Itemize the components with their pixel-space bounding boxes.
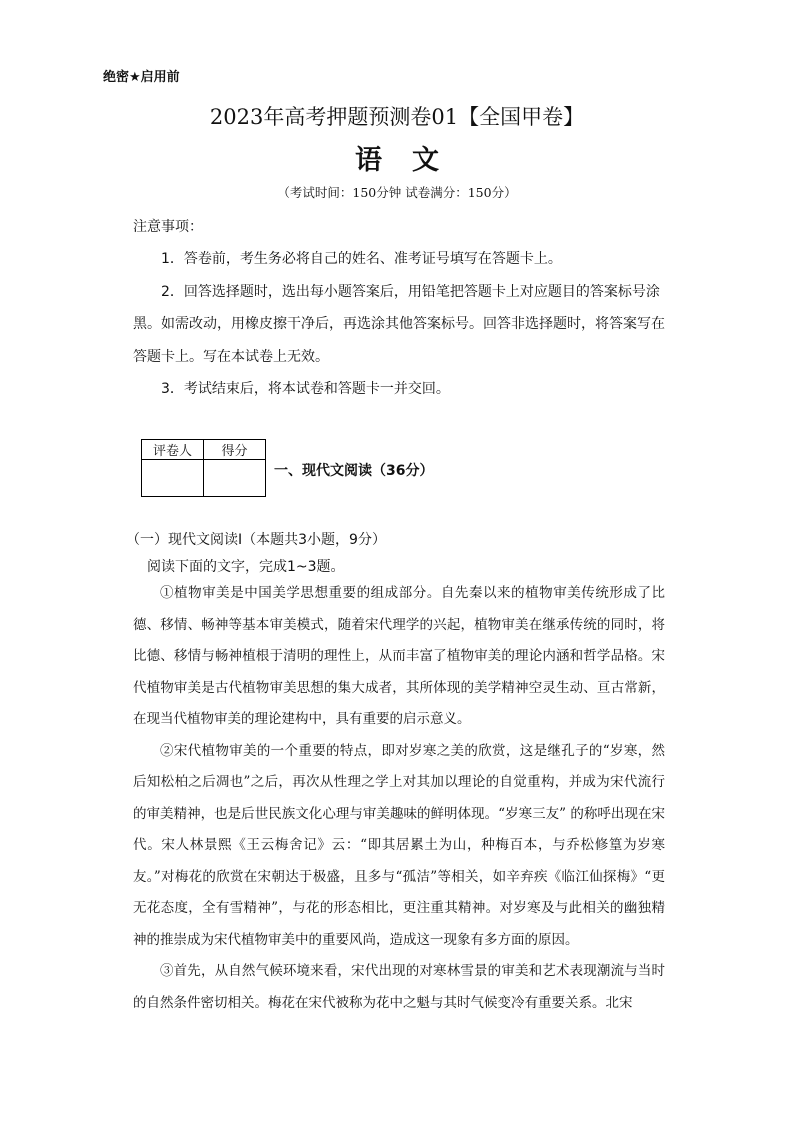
section-title: 一、现代文阅读（36分） bbox=[274, 463, 434, 479]
notice-item: 1．答卷前，考生务必将自己的姓名、准考证号填写在答题卡上。 bbox=[161, 251, 562, 267]
notice-list bbox=[133, 243, 665, 406]
score-cell[interactable] bbox=[204, 460, 266, 497]
confidential-label: 绝密★启用前 bbox=[103, 70, 180, 85]
notice-heading: 注意事项： bbox=[133, 219, 203, 235]
part-title: （一）现代文阅读Ⅰ（本题共3小题，9分） bbox=[126, 532, 386, 548]
passage-paragraph: ③首先，从自然气候环境来看，宋代出现的对寒林雪景的审美和艺术表现潮流与当时的自然条件密切相关。梅花在宋代被称为花中之魁与其时气候变冷有重要关系。北宋 bbox=[133, 963, 665, 1011]
notice-item: 3．考试结束后，将本试卷和答题卡一并交回。 bbox=[161, 381, 450, 397]
exam-info: （考试时间：150分钟 试卷满分：150分） bbox=[277, 185, 517, 200]
reading-passage bbox=[133, 578, 665, 1019]
score-table bbox=[141, 439, 266, 497]
grader-cell[interactable] bbox=[142, 460, 204, 497]
notice-item: 2．回答选择题时，选出每小题答案后，用铅笔把答题卡上对应题目的答案标号涂黑。如需改动，用橡皮擦干净后，再选涂其他答案标号。回答非选择题时，将答案写在答题卡上。写在本试卷上无效。 bbox=[133, 283, 665, 365]
subject-title: 语文 bbox=[355, 145, 469, 176]
score-header: 得分 bbox=[204, 440, 266, 460]
passage-paragraph: ①植物审美是中国美学思想重要的组成部分。自先秦以来的植物审美传统形成了比德、移情、畅神等基本审美模式，随着宋代理学的兴起，植物审美在继承传统的同时，将比德、移情与畅神植根于清明的理性上，从而丰富了植物审美的理论内涵和哲学品格。宋代植物审美是古代植物审美思想的集大成者，其所体现的美学精神空灵生动、亘古常新，在现当代植物审美的理论建构中，具有重要的启示意义。 bbox=[133, 585, 665, 727]
reading-instruction: 阅读下面的文字，完成1~3题。 bbox=[147, 559, 345, 575]
passage-paragraph: ②宋代植物审美的一个重要的特点，即对岁寒之美的欣赏，这是继孔子的“岁寒，然后知松柏之后凋也”之后，再次从性理之学上对其加以理论的自觉重构，并成为宋代流行的审美精神，也是后世民族文化心理与审美趣味的鲜明体现。“岁寒三友” 的称呼出现在宋代。宋人林景熙《王云梅舍记》云：“即其居累土为山，种梅百本，与乔松修篁为岁寒友。”对梅花的欣赏在宋朝达于极盛，且多与“孤洁”等相关，如辛弃疾《临江仙探梅》“更无花态度，全有雪精神”，与花的形态相比，更注重其精神。对岁寒及与此相关的幽独精神的推崇成为宋代植物审美中的重要风尚，造成这一现象有多方面的原因。 bbox=[133, 742, 665, 948]
grader-header: 评卷人 bbox=[142, 440, 204, 460]
exam-title: 2023年高考押题预测卷01【全国甲卷】 bbox=[209, 105, 585, 129]
